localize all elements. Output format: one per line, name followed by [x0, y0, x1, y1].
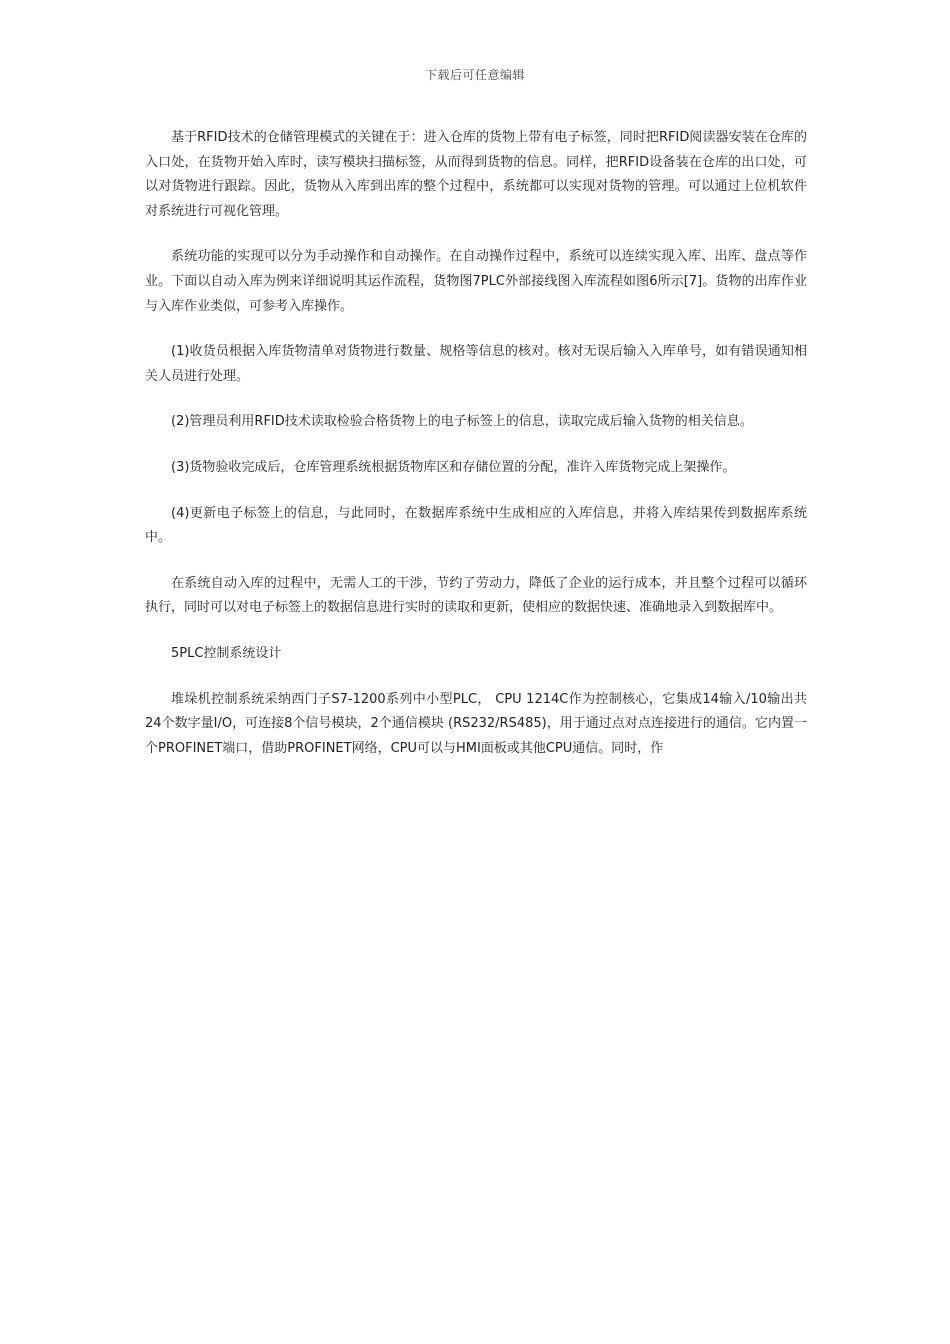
- paragraph-rfid-warehouse: 基于RFID技术的仓储管理模式的关键在于：进入仓库的货物上带有电子标签，同时把RFID阅读器安装在仓库的入口处，在货物开始入库时，读写模块扫描标签，从而得到货物的信息。同样，把RFID设备装在仓库的出口处，可以对货物进行跟踪。因此，货物从入库到出库的整个过程中，系统都可以实现对货物的管理。可以通过上位机软件对系统进行可视化管理。: [145, 130, 807, 219]
- paragraph-auto-inbound: 在系统自动入库的过程中，无需人工的干涉，节约了劳动力，降低了企业的运行成本，并且整个过程可以循环执行，同时可以对电子标签上的数据信息进行实时的读取和更新，使相应的数据快速、准确地录入到数据库中。: [145, 575, 807, 616]
- section-heading: 5PLC控制系统设计: [171, 645, 282, 661]
- document-body: [145, 126, 807, 782]
- paragraph-step-1: (1)收货员根据入库货物清单对货物进行数量、规格等信息的核对。核对无误后输入入库单号，如有错误通知相关人员进行处理。: [145, 344, 807, 384]
- paragraph-system-function: 系统功能的实现可以分为手动操作和自动操作。在自动操作过程中，系统可以连续实现入库、出库、盘点等作业。下面以自动入库为例来详细说明其运作流程，货物图7PLC外部接线图入库流程如图6所示[7]。货物的出库作业与入库作业类似，可参考入库操作。: [145, 249, 807, 314]
- paragraph-step-2: (2)管理员利用RFID技术读取检验合格货物上的电子标签上的信息，读取完成后输入货物的相关信息。: [171, 414, 753, 430]
- paragraph-plc-design: 堆垛机控制系统采纳西门子S7-1200系列中小型PLC， CPU 1214C作为控制核心，它集成14输入/10输出共24个数字量I/O，可连接8个信号模块，2个通信模块 (RS232/RS485)，用于通过点对点连接进行的通信。它内置一个PROFINET端口，借助PROFINET网络，CPU可以与HMI面板或其他CPU通信。同时，作: [145, 691, 807, 756]
- page-header: 下载后可任意编辑: [424, 68, 525, 82]
- paragraph-step-3: (3)货物验收完成后，仓库管理系统根据货物库区和存储位置的分配，准许入库货物完成上架操作。: [171, 459, 736, 475]
- paragraph-step-4: (4)更新电子标签上的信息，与此同时，在数据库系统中生成相应的入库信息，并将入库结果传到数据库系统中。: [145, 505, 807, 546]
